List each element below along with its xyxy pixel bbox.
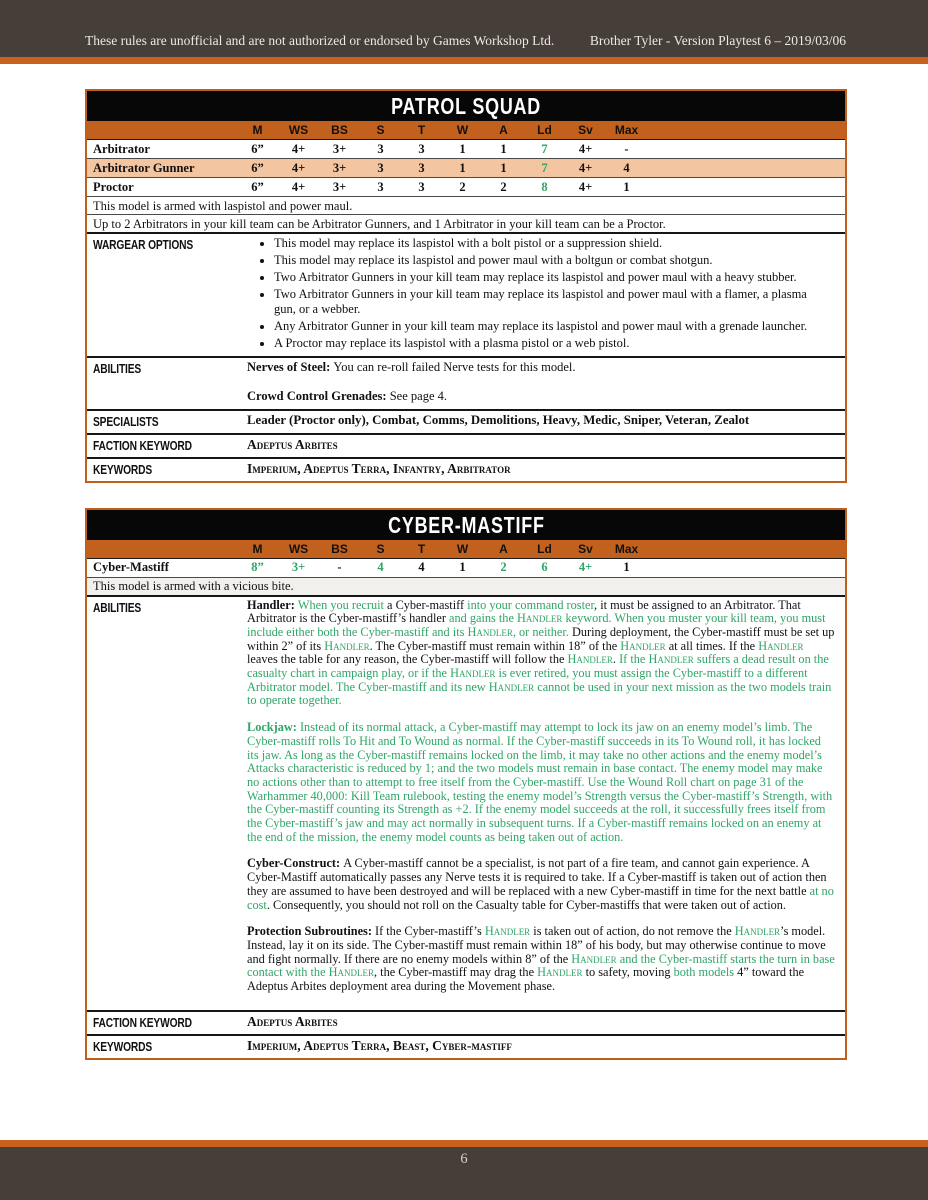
stat-header-s: S: [376, 123, 385, 137]
stat-value: 3+: [332, 141, 347, 156]
stat-value: 6: [541, 560, 548, 574]
stat-header-m: M: [252, 541, 263, 556]
stat-value: 2: [459, 179, 466, 194]
stat-header-s: S: [376, 541, 385, 556]
page-top-banner: [0, 0, 928, 57]
bottom-divider-stripe: [0, 1140, 928, 1147]
stat-header-w: W: [456, 541, 469, 556]
datasheet-title: CYBER-MASTIFF: [387, 511, 545, 538]
stat-value: -: [624, 141, 629, 156]
faction-keyword-section: [87, 1012, 845, 1036]
stat-header-max: Max: [614, 541, 639, 556]
stat-row-cyber-mastiff: [87, 559, 845, 578]
model-stats: [237, 180, 647, 195]
armed-note: This model is armed with a vicious bite.: [87, 578, 845, 597]
keywords-label: KEYWORDS: [93, 462, 153, 477]
stat-header-t: T: [417, 541, 426, 556]
stat-value: 1: [459, 141, 466, 156]
stat-header-m: M: [252, 123, 263, 137]
stat-value: 4+: [291, 179, 306, 194]
stat-header-bs: BS: [331, 123, 348, 137]
stat-value: 1: [459, 560, 466, 574]
datasheet-title: PATROL SQUAD: [391, 92, 541, 120]
stat-value: 3: [418, 179, 425, 194]
stat-header-a: A: [499, 541, 508, 556]
disclaimer-text: These rules are unofficial and are not authorized or endorsed by Games Workshop Ltd.: [85, 33, 555, 48]
wargear-option-item: • This model may replace its laspistol and power maul with a boltgun or combat shotgun.: [274, 253, 835, 268]
ability-crowd-control-grenades: Crowd Control Grenades: See page 4.: [247, 388, 447, 403]
model-stats: [237, 142, 647, 157]
stat-value: 8: [541, 179, 548, 194]
stat-row-proctor: [87, 178, 845, 197]
abilities-value: [247, 597, 845, 1010]
section-label-cell: [87, 411, 247, 433]
stat-value: 3: [418, 141, 425, 156]
model-name: Arbitrator: [93, 141, 150, 156]
stat-value: 7: [541, 141, 548, 156]
page-footer: [0, 1140, 928, 1200]
keywords-label: KEYWORDS: [93, 1039, 153, 1054]
wargear-options-value: [247, 234, 845, 356]
wargear-options-section: [87, 234, 845, 358]
wargear-option-item: • A Proctor may replace its laspistol with a plasma pistol or a web pistol.: [274, 336, 835, 351]
stat-value: 3: [377, 179, 384, 194]
stat-value: 4+: [578, 141, 593, 156]
model-name: Arbitrator Gunner: [93, 160, 195, 175]
stat-header-row: [87, 540, 845, 559]
ability-handler: Handler: When you recruit a Cyber-mastiff into your command roster, it must be assigned to an Arbitrator. That Arbitrator is the Cyber-mastiff’s handler and gains the Handler keyword. When you muster your kill team, you must include either both the Cyber-mastiff and its Handler, or neither. During deployment, the Cyber-mastiff must be set up within 2” of its Handler. The Cyber-mastiff must remain within 18” of the Handler at all times. If the Handler leaves the table for any reason, the Cyber-mastiff will follow the Handler. If the Handler suffers a dead result on the casualty chart in campaign play, or if the Handler is ever retired, you must assign the Cyber-mastiff to a different Arbitrator model. The Cyber-mastiff and its new Handler cannot be used in your next mission as the two models train to operate together.: [247, 597, 835, 708]
wargear-options-label: WARGEAR OPTIONS: [93, 238, 194, 252]
stat-value: 1: [623, 560, 630, 574]
specialists-value: Leader (Proctor only), Combat, Comms, Demolitions, Heavy, Medic, Sniper, Veteran, Zealot: [247, 412, 750, 427]
stat-header-ws: WS: [288, 541, 309, 556]
ability-protection-subroutines: Protection Subroutines: If the Cyber-mastiff’s Handler is taken out of action, do not remove the Handler’s model. Instead, lay it on its side. The Cyber-mastiff must remain within 18” of his body, but may otherwise continue to move and fight normally. If there are no enemy models within 8” of the Handler and the Cyber-mastiff starts the turn in base contact with the Handler, the Cyber-mastiff may drag the Handler to safety, moving both models 4” toward the Adeptus Arbites deployment area during the Movement phase.: [247, 924, 835, 994]
stat-value: 3: [377, 141, 384, 156]
section-label-cell: [87, 435, 247, 457]
patrol-squad-datasheet: [85, 89, 847, 483]
stat-value: 3+: [332, 179, 347, 194]
stat-value: 1: [500, 141, 507, 156]
stat-value: 1: [500, 160, 507, 175]
stat-header-max: Max: [614, 123, 639, 137]
faction-keyword-label: FACTION KEYWORD: [93, 1015, 192, 1030]
model-name: Proctor: [93, 179, 134, 194]
stat-header-sv: Sv: [578, 541, 593, 556]
stat-value: 6”: [251, 141, 264, 156]
keywords-section: [87, 1036, 845, 1058]
abilities-section: [87, 358, 845, 411]
section-label-cell: [87, 597, 247, 1010]
faction-keyword-value: Adeptus Arbites: [247, 1013, 338, 1029]
faction-keyword-section: [87, 435, 845, 459]
abilities-label: ABILITIES: [93, 600, 142, 615]
stat-value: 3+: [332, 160, 347, 175]
stat-header-t: T: [417, 123, 426, 137]
model-stats: [237, 161, 647, 176]
stat-header-ws: WS: [288, 123, 309, 137]
stat-column-headers: [237, 542, 647, 556]
stat-value: 4+: [291, 141, 306, 156]
stat-value: 2: [500, 560, 507, 574]
stat-value: 3: [377, 160, 384, 175]
stat-value: 3: [418, 160, 425, 175]
stat-header-sv: Sv: [578, 123, 593, 137]
stat-value: 4+: [578, 560, 593, 574]
wargear-option-item: • Two Arbitrator Gunners in your kill team may replace its laspistol and power maul with a flamer, a plasma gun, or a webber.: [274, 287, 835, 316]
section-label-cell: [87, 358, 247, 409]
stat-value: 4+: [578, 160, 593, 175]
patrol-squad-title-bar: [87, 91, 845, 121]
stat-header-row: [87, 121, 845, 140]
section-label-cell: [87, 1036, 247, 1058]
wargear-option-item: • Any Arbitrator Gunner in your kill team may replace its laspistol and power maul with a grenade launcher.: [274, 319, 835, 334]
stat-value: 4+: [291, 160, 306, 175]
stat-value: 6”: [251, 179, 264, 194]
wargear-option-item: • Two Arbitrator Gunners in your kill team may replace its laspistol and power maul with a heavy stubber.: [274, 270, 835, 285]
stat-row-arbitrator-gunner: [87, 159, 845, 178]
stat-value: 6”: [251, 160, 264, 175]
specialists-label: SPECIALISTS: [93, 414, 159, 429]
stat-value: 4: [377, 560, 384, 574]
version-text: Brother Tyler - Version Playtest 6 – 2019/03/06: [589, 33, 846, 48]
keywords-section: [87, 459, 845, 481]
stat-header-ld: Ld: [537, 123, 552, 137]
stat-header-bs: BS: [331, 541, 348, 556]
stat-value: 7: [541, 160, 548, 175]
model-name: Cyber-Mastiff: [93, 560, 169, 574]
stat-value: 2: [500, 179, 507, 194]
abilities-label: ABILITIES: [93, 361, 142, 376]
wargear-options-list: [274, 236, 835, 350]
abilities-section: [87, 597, 845, 1012]
stat-value: 1: [459, 160, 466, 175]
section-label-cell: [87, 1012, 247, 1034]
stat-value: 4: [418, 560, 425, 574]
ability-lockjaw: Lockjaw: Instead of its normal attack, a Cyber-mastiff may attempt to lock its jaw on an enemy model’s limb. The Cyber-mastiff rolls To Hit and To Wound as normal. If the Cyber-mastiff succeeds in its To Wound roll, it has locked its jaw. As long as the Cyber-mastiff remains locked on the limb, it may take no other actions and the enemy model’s Attacks characteristic is reduced by 1; and the two models must remain in base contact. The enemy model may make no actions other than to attempt to free itself from the Cyber-mastiff. Use the Wound Roll chart on page 31 of the Warhammer 40,000: Kill Team rulebook, testing the enemy model’s Strength versus the Cyber-mastiff’s Strength, with the Cyber-mastiff counting its Strength as +2. If the enemy model succeeds at the roll, it successfully frees itself from the Cyber-mastiff’s jaw and may act normally in subsequent turns. If a Cyber-mastiff remains locked on an enemy at the end of the mission, the enemy model counts as being taken out of action.: [247, 720, 833, 844]
stat-header-w: W: [456, 123, 469, 137]
page-body: [0, 64, 928, 1060]
cyber-mastiff-title-bar: [87, 510, 845, 540]
page-number: 6: [460, 1151, 468, 1167]
stat-value: 8”: [251, 560, 264, 574]
cyber-mastiff-datasheet: [85, 508, 847, 1060]
specialists-section: [87, 411, 845, 435]
faction-keyword-label: FACTION KEYWORD: [93, 438, 192, 453]
armed-note: This model is armed with laspistol and power maul.: [87, 197, 845, 215]
stat-header-a: A: [499, 123, 508, 137]
top-divider-stripe: [0, 57, 928, 64]
composition-note: Up to 2 Arbitrators in your kill team can be Arbitrator Gunners, and 1 Arbitrator in your kill team can be a Proctor.: [87, 215, 845, 234]
faction-keyword-value: Adeptus Arbites: [247, 436, 338, 452]
abilities-value: [247, 358, 845, 409]
stat-value: 1: [623, 179, 630, 194]
section-label-cell: [87, 234, 247, 356]
stat-value: 3+: [291, 560, 306, 574]
keywords-value: Imperium, Adeptus Terra, Infantry, Arbitrator: [247, 460, 511, 476]
section-label-cell: [87, 459, 247, 481]
stat-value: 4+: [578, 179, 593, 194]
stat-value: 4: [623, 160, 630, 175]
keywords-value: Imperium, Adeptus Terra, Beast, Cyber-mastiff: [247, 1037, 512, 1053]
ability-cyber-construct: Cyber-Construct: A Cyber-mastiff cannot be a specialist, is not part of a fire team, and cannot gain experience. A Cyber-Mastiff automatically passes any Nerve tests it is required to take. If a Cyber-mastiff is taken out of action then they are assumed to have been destroyed and will be replaced with a new Cyber-mastiff in time for the next battle at no cost. Consequently, you should not roll on the Casualty table for Cyber-mastiffs that were taken out of action.: [247, 856, 834, 912]
stat-column-headers: [237, 123, 647, 137]
wargear-option-item: • This model may replace its laspistol with a bolt pistol or a suppression shield.: [274, 236, 835, 251]
stat-value: -: [337, 560, 342, 574]
ability-nerves-of-steel: Nerves of Steel: You can re-roll failed Nerve tests for this model.: [247, 359, 576, 374]
bottom-banner: [0, 1147, 928, 1200]
stat-row-arbitrator: [87, 140, 845, 159]
model-stats: [237, 560, 647, 575]
stat-header-ld: Ld: [537, 541, 552, 556]
